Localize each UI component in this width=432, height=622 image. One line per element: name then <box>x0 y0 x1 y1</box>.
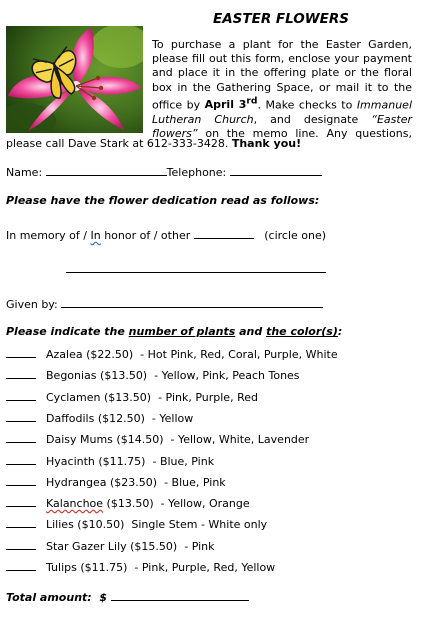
quantity-field[interactable] <box>6 561 36 571</box>
memory-in-word: In <box>90 229 101 242</box>
dedication-text-field[interactable] <box>66 272 326 273</box>
quantity-field[interactable] <box>6 497 36 507</box>
total-amount-field[interactable] <box>111 589 249 601</box>
plant-price: ($15.50) <box>130 540 178 553</box>
plant-description <box>46 497 250 511</box>
other-field[interactable] <box>194 227 254 239</box>
plant-row-lilies <box>6 518 268 532</box>
quantity-field[interactable] <box>6 369 36 379</box>
quantity-field[interactable] <box>6 476 36 486</box>
plant-colors: Yellow, Pink, Peach Tones <box>161 369 300 382</box>
plant-row-kalanchoe <box>6 497 250 511</box>
name-telephone-row <box>6 164 322 180</box>
plant-separator: - <box>133 348 148 361</box>
plant-description <box>46 348 338 362</box>
plant-name: Lilies <box>46 518 74 531</box>
total-label: Total amount: <box>6 591 92 604</box>
plant-description <box>46 455 214 469</box>
page-title: EASTER FLOWERS <box>213 11 349 27</box>
plant-name: Cyclamen <box>46 391 101 404</box>
dedication-choice-row <box>6 227 326 243</box>
telephone-label: Telephone: <box>166 166 227 179</box>
plant-colors: Yellow, White, Lavender <box>177 433 310 446</box>
butterfly-lily-image <box>6 26 143 133</box>
quantity-field[interactable] <box>6 540 36 550</box>
plant-separator: - <box>151 391 166 404</box>
plant-colors: Pink <box>191 540 215 553</box>
plant-colors: Yellow, Orange <box>168 497 250 510</box>
plant-description <box>46 369 300 383</box>
circle-note: (circle one) <box>264 229 327 242</box>
plant-description <box>46 540 214 554</box>
indicate-plants: number of plants <box>128 325 236 338</box>
intro-text-2: . Make checks to <box>257 98 357 112</box>
plant-row-daisy-mums <box>6 433 310 447</box>
plant-separator: - <box>127 561 142 574</box>
payee-name: Immanuel Lutheran Church <box>152 98 412 126</box>
plant-colors: Blue, Pink <box>171 476 226 489</box>
plant-separator: - <box>177 540 192 553</box>
plant-name: Daffodils <box>46 412 95 425</box>
plant-colors: Yellow <box>159 412 194 425</box>
plant-name: Hyacinth <box>46 455 95 468</box>
total-row <box>6 589 249 605</box>
plant-separator: - <box>147 369 162 382</box>
quantity-field[interactable] <box>6 391 36 401</box>
plant-price: ($14.50) <box>116 433 164 446</box>
plant-price: ($11.75) <box>80 561 128 574</box>
plant-price: ($13.50) <box>106 497 154 510</box>
quantity-field[interactable] <box>6 412 36 422</box>
plant-row-begonias <box>6 369 300 383</box>
memory-prefix: In memory of / <box>6 229 91 242</box>
plant-name: Azalea <box>46 348 83 361</box>
indicate-colors: the color(s) <box>266 325 338 338</box>
indicate-heading <box>6 325 342 339</box>
given-by-field[interactable] <box>61 296 323 308</box>
plant-price: ($23.50) <box>110 476 158 489</box>
thank-you: Thank you! <box>231 137 302 150</box>
plant-separator: - <box>153 497 169 510</box>
plant-price: ($10.50) <box>77 518 125 531</box>
telephone-field[interactable] <box>230 164 322 176</box>
butterfly-lily-photo <box>6 26 143 133</box>
plant-row-hyacinth <box>6 455 215 469</box>
plant-row-hydrangea <box>6 476 226 490</box>
plant-row-tulips <box>6 561 276 575</box>
plant-price: ($12.50) <box>97 412 145 425</box>
plant-price: ($11.75) <box>98 455 146 468</box>
deadline-date: April 3 <box>204 98 247 112</box>
plant-separator: - <box>144 412 160 425</box>
plant-row-star-gazer-lily <box>6 540 215 554</box>
plant-name: Tulips <box>46 561 77 574</box>
quantity-field[interactable] <box>6 433 36 443</box>
dedication-heading: Please have the flower dedication read as follows: <box>6 194 320 207</box>
intro-text-1: To purchase a plant for the Easter Garden, please fill out this form, enclose your payment and place it in the offering plate or the floral box in the Gathering Space, or mail it to the office by <box>152 38 412 112</box>
deadline <box>204 95 258 112</box>
plant-description <box>46 561 275 575</box>
plant-name: Star Gazer Lily <box>46 540 127 553</box>
plant-name: Kalanchoe <box>46 497 104 510</box>
plant-price: ($13.50) <box>104 391 152 404</box>
plant-price: ($22.50) <box>86 348 134 361</box>
plant-separator: - <box>145 455 160 468</box>
plant-name: Hydrangea <box>46 476 107 489</box>
plant-price: ($13.50) <box>100 369 148 382</box>
intro-text-5: please call Dave Stark at 612-333-3428. <box>6 137 232 150</box>
plant-name: Daisy Mums <box>46 433 113 446</box>
plant-description <box>46 518 267 532</box>
indicate-prefix: Please indicate the <box>6 325 129 338</box>
plant-colors: Pink, Purple, Red <box>165 391 258 404</box>
deadline-suffix: rd <box>246 95 258 107</box>
plant-row-azalea <box>6 348 338 362</box>
plant-colors: Single Stem - White only <box>131 518 268 531</box>
intro-paragraph <box>152 38 412 141</box>
name-label: Name: <box>6 166 43 179</box>
plant-name: Begonias <box>46 369 97 382</box>
plant-row-daffodils <box>6 412 194 426</box>
quantity-field[interactable] <box>6 455 36 465</box>
plant-colors: Hot Pink, Red, Coral, Purple, White <box>147 348 338 361</box>
total-currency: $ <box>99 591 108 604</box>
quantity-field[interactable] <box>6 348 36 358</box>
plant-description <box>46 476 226 490</box>
indicate-end: : <box>337 325 343 338</box>
plant-description <box>46 412 193 426</box>
plant-row-cyclamen <box>6 391 258 405</box>
plant-description <box>46 391 258 405</box>
intro-text-3: , and designate <box>253 112 372 126</box>
given-by-label: Given by: <box>6 298 58 311</box>
plant-description <box>46 433 309 447</box>
intro-paragraph-tail <box>6 137 301 151</box>
quantity-field[interactable] <box>6 518 36 528</box>
plant-separator: - <box>163 433 178 446</box>
name-field[interactable] <box>46 164 167 176</box>
given-by-row <box>6 296 323 312</box>
intro-text-4: on the memo line. Any questions, <box>197 126 412 140</box>
indicate-and: and <box>235 325 267 338</box>
plant-colors: Pink, Purple, Red, Yellow <box>141 561 276 574</box>
plant-colors: Blue, Pink <box>159 455 215 468</box>
memo-text: “Easter flowers” <box>152 112 412 140</box>
plant-separator: - <box>157 476 172 489</box>
memory-suffix: honor of / other <box>100 229 191 242</box>
